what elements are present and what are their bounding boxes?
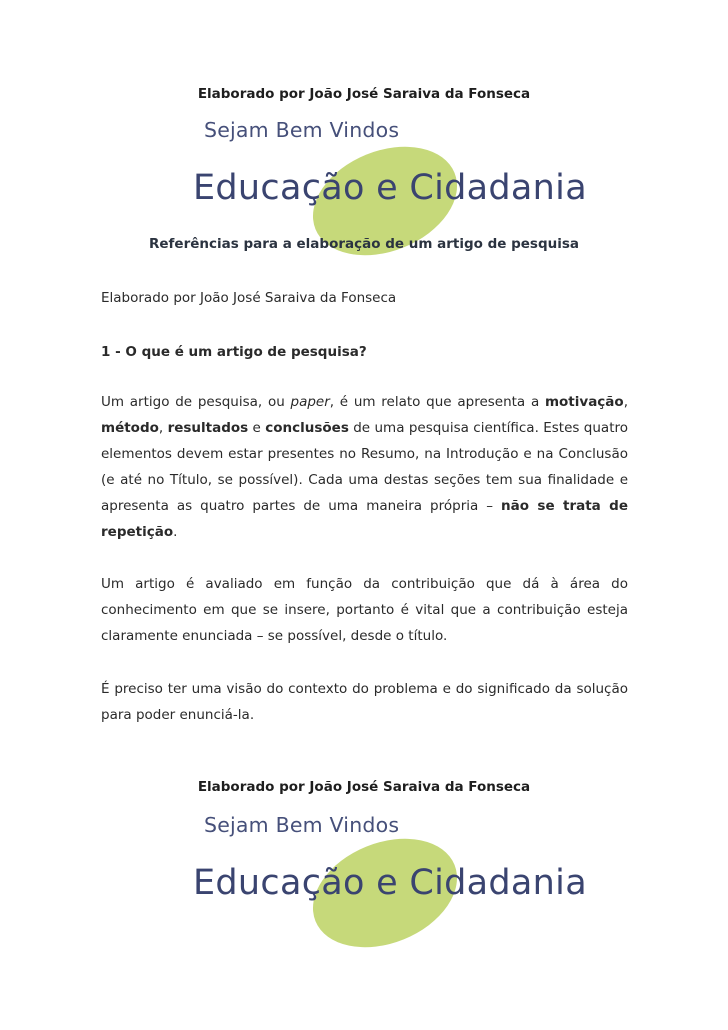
p1-text: Um artigo de pesquisa, ou [101,394,291,410]
p1-text: , [623,394,628,410]
document-title: Referências para a elaboração de um artigo de pesquisa [148,236,580,252]
p1-text: , [158,420,168,436]
header-author-line: Elaborado por João José Saraiva da Fonseca [197,86,531,102]
p1-text: e [248,420,266,436]
p1-text: , é um relato que apresenta a [329,394,545,410]
footer-logo [178,813,587,945]
logo-brand: Educação e Cidadania [193,863,587,903]
paragraph-3: É preciso ter uma visão do contexto do problema e do significado da solução para poder enunciá-la. [101,681,628,723]
p1-conclusoes: conclusões [265,420,349,436]
p1-emphasis: não se trata de repetição [101,498,629,540]
p1-text: de uma pesquisa científica. Estes quatro elementos devem estar presentes no Resumo, na Introdução e na Conclusão (e até no Título, se possível). Cada uma destas seções tem sua finalidade e apresenta as quatro partes de uma maneira própria – [101,420,628,514]
logo-tagline: Sejam Bem Vindos [204,813,400,837]
logo-tagline: Sejam Bem Vindos [204,118,400,142]
p1-resultados: resultados [167,420,249,436]
p1-text: . [173,524,178,540]
header-logo [178,118,587,250]
section-heading: 1 - O que é um artigo de pesquisa? [101,344,367,360]
p1-motivacao: motivação [544,394,624,410]
logo-brand: Educação e Cidadania [193,168,587,208]
byline: Elaborado por João José Saraiva da Fonseca [101,290,397,306]
paragraph-2: Um artigo é avaliado em função da contribuição que dá à área do conhecimento em que se insere, portanto é vital que a contribuição esteja claramente enunciada – se possível, desde o título. [101,576,628,644]
p1-paper-italic: paper [290,394,330,410]
p1-metodo: método [101,420,159,436]
footer-author-line: Elaborado por João José Saraiva da Fonseca [197,779,531,795]
paragraph-1 [101,389,628,545]
